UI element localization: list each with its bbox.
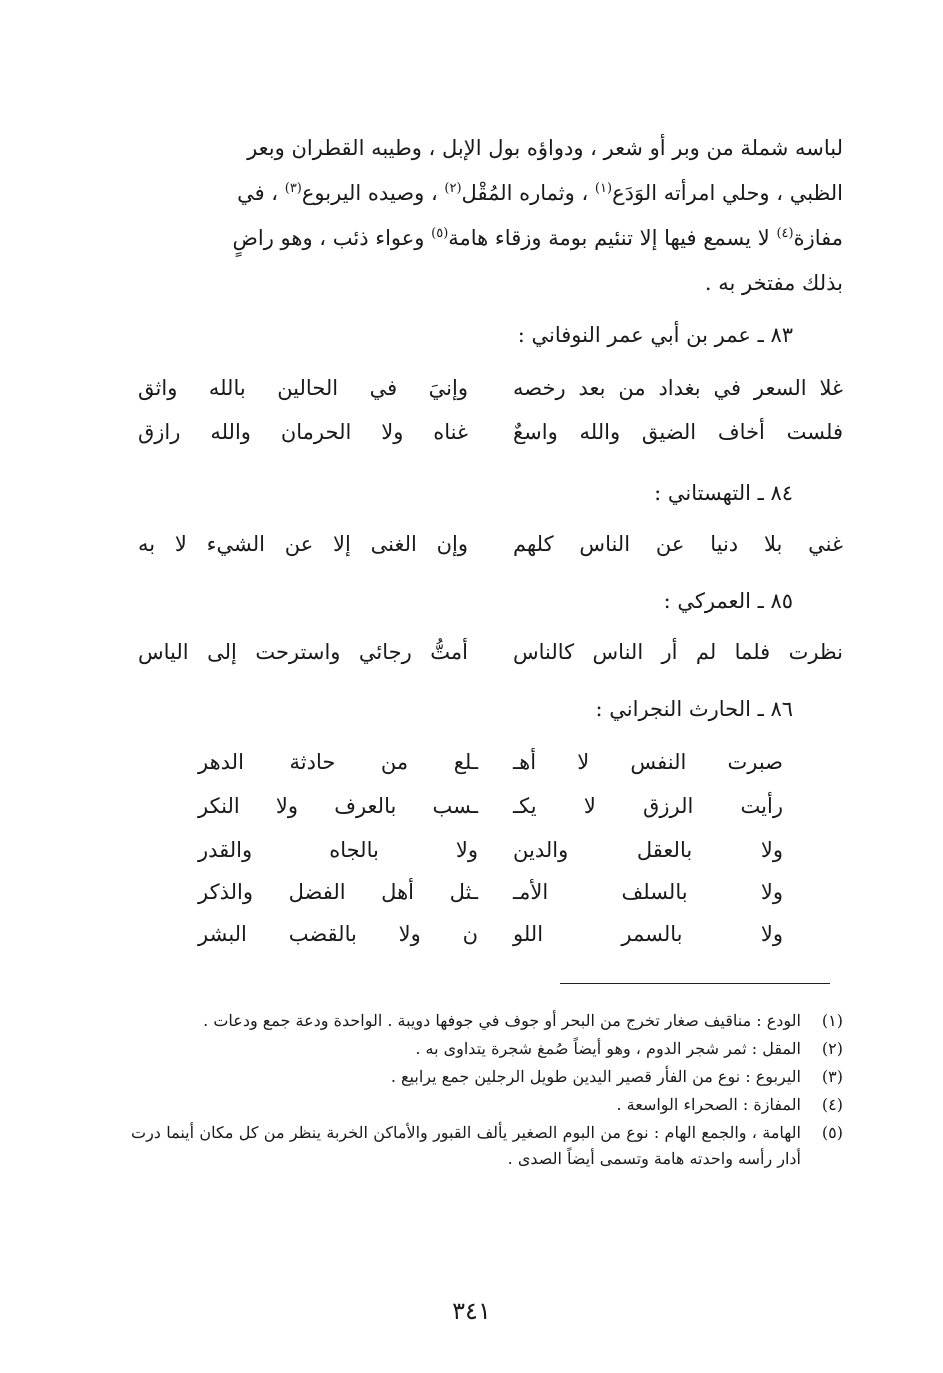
page-number: ٣٤١: [452, 1297, 491, 1325]
footnote: [131, 1092, 843, 1118]
verse-line: [138, 742, 843, 782]
prose-text: ، في: [237, 181, 285, 205]
footnote-ref[interactable]: (٥): [431, 226, 449, 241]
footnote-number: (١): [821, 1011, 843, 1030]
verse-line: [138, 632, 843, 672]
footnote-text: الهامة ، والجمع الهام : نوع من البوم الصغير يألف القبور والأماكن الخربة ينظر من كل مكان أينما درت أدار رأسه واحدته هامة وتسمى أيضاً الصدى .: [131, 1123, 801, 1168]
prose-text: الظبي ، وحلي امرأته الوَدَع: [612, 181, 843, 205]
verse-second-hemistich: ولا بالجاه والقدر: [198, 838, 478, 862]
footnote: [131, 1008, 843, 1034]
section-heading: ٨٣ ـ عمر بن أبي عمر النوفاني :: [517, 323, 793, 347]
footnote: [131, 1036, 843, 1062]
verse-first-hemistich: رأيت الرزق لا يكـ: [513, 794, 783, 818]
prose-line: [138, 216, 843, 261]
prose-line: [138, 126, 843, 171]
verse-line: [138, 830, 843, 870]
footnote-ref[interactable]: (٢): [444, 181, 462, 196]
prose-text: ، وثماره المُقْل: [461, 181, 595, 205]
verse-first-hemistich: غني بلا دنيا عن الناس كلهم: [513, 532, 843, 556]
footnote-divider: [560, 983, 830, 984]
verse-first-hemistich: غلا السعر في بغداد من بعد رخصه: [513, 376, 843, 400]
verse-second-hemistich: ـثل أهل الفضل والذكر: [198, 880, 478, 904]
prose-line: [138, 261, 843, 306]
prose-text: مفازة: [793, 226, 843, 250]
footnote-ref[interactable]: (١): [594, 181, 613, 196]
verse-first-hemistich: ولا بالعقل والدين: [513, 838, 783, 862]
verse-second-hemistich: ن ولا بالقضب البشر: [198, 922, 478, 946]
prose-text: وعواء ذئب ، وهو راضٍ: [232, 226, 432, 250]
prose-text: ، وصيده اليربوع: [301, 181, 445, 205]
verse-second-hemistich: أمتُّ رجائي واسترحت إلى الياس: [138, 640, 468, 664]
verse-first-hemistich: ولا بالسلف الأمـ: [513, 880, 783, 904]
footnote-ref[interactable]: (٣): [284, 181, 302, 196]
verse-line: [138, 524, 843, 564]
prose-text: لا يسمع فيها إلا تنئيم بومة وزقاء هامة: [448, 226, 777, 250]
verse-second-hemistich: ـلع من حادثة الدهر: [198, 750, 478, 774]
prose-line: [138, 171, 843, 216]
footnote-text: المفازة : الصحراء الواسعة .: [616, 1095, 801, 1114]
verse-line: [138, 368, 843, 408]
footnote: [131, 1064, 843, 1090]
prose-text: لباسه شملة من وبر أو شعر ، ودواؤه بول الإبل ، وطيبه القطران وبعر: [247, 136, 843, 160]
verse-line: [138, 786, 843, 826]
verse-line: [138, 412, 843, 452]
footnote-text: المقل : ثمر شجر الدوم ، وهو أيضاً صُمغ شجرة يتداوى به .: [415, 1039, 801, 1058]
footnote-number: (٢): [821, 1039, 843, 1058]
footnote: [131, 1120, 843, 1172]
prose-paragraph: [138, 126, 843, 306]
verse-line: [138, 872, 843, 912]
verse-first-hemistich: فلست أخاف الضيق والله واسعٌ: [513, 420, 843, 444]
footnote-number: (٥): [821, 1123, 843, 1142]
footnote-text: الودع : مناقيف صغار تخرج من البحر أو جوف في جوفها دويبة . الواحدة ودعة جمع ودعات .: [203, 1011, 801, 1030]
footnote-text: اليربوع : نوع من الفأر قصير اليدين طويل الرجلين جمع يرابيع .: [390, 1067, 801, 1086]
verse-line: [138, 914, 843, 954]
section-heading: ٨٦ ـ الحارث النجراني :: [595, 697, 793, 721]
footnote-number: (٣): [821, 1067, 843, 1086]
footnote-ref[interactable]: (٤): [776, 226, 794, 241]
verse-first-hemistich: ولا بالسمر اللو: [513, 922, 783, 946]
verse-first-hemistich: نظرت فلما لم أر الناس كالناس: [513, 640, 843, 664]
section-heading: ٨٤ ـ التهستاني :: [654, 481, 793, 505]
verse-second-hemistich: وإن الغنى إلا عن الشيء لا به: [138, 532, 468, 556]
verse-second-hemistich: وإنيَ في الحالين بالله واثق: [138, 376, 468, 400]
verse-second-hemistich: غناه ولا الحرمان والله رازق: [138, 420, 468, 444]
section-heading: ٨٥ ـ العمركي :: [663, 589, 793, 613]
verse-first-hemistich: صبرت النفس لا أهـ: [513, 750, 783, 774]
prose-text: بذلك مفتخر به .: [704, 271, 843, 295]
footnote-number: (٤): [821, 1095, 843, 1114]
verse-second-hemistich: ـسب بالعرف ولا النكر: [198, 794, 478, 818]
footnotes: [131, 1008, 843, 1174]
